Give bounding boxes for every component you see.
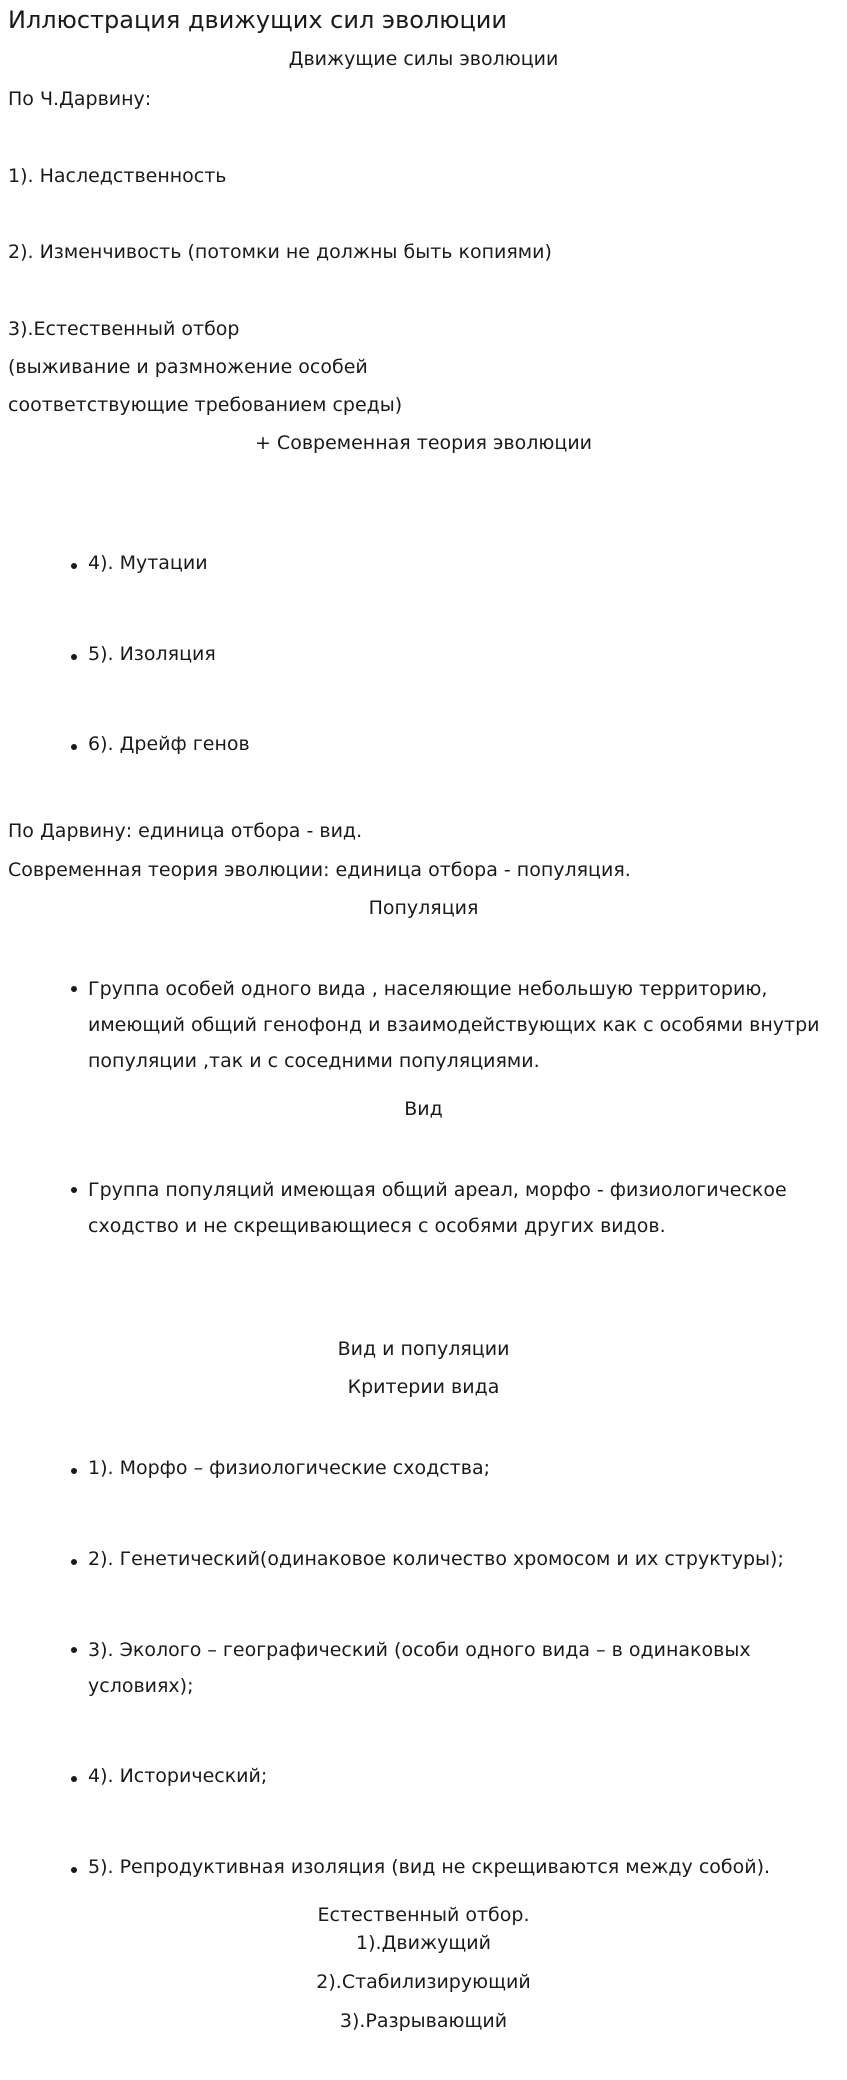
- species-populations-heading: Вид и популяции: [337, 1338, 510, 1360]
- page-title: Иллюстрация движущих сил эволюции: [8, 6, 507, 34]
- section-heading-driving-forces: Движущие силы эволюции: [288, 48, 559, 70]
- selection-type-driving: 1).Движущий: [356, 1932, 491, 1954]
- darwin-item-selection-note-2: соответствующие требованием среды): [8, 394, 403, 416]
- list-item-isolation: 5). Изоляция: [88, 643, 216, 665]
- darwin-item-selection-note-1: (выживание и размножение особей: [8, 356, 368, 378]
- darwin-item-selection: 3).Естественный отбор: [8, 318, 240, 340]
- population-heading: Популяция: [368, 897, 479, 919]
- species-heading: Вид: [404, 1098, 443, 1120]
- natural-selection-heading: Естественный отбор.: [317, 1904, 530, 1926]
- population-definition: Группа особей одного вида , населяющие небольшую территорию, имеющий общий генофонд и взаимодействующих как с особями внутри популяции ,так и с соседними популяциями.: [88, 971, 828, 1079]
- darwin-item-variability: 2). Изменчивость (потомки не должны быть копиями): [8, 241, 552, 263]
- criteria-item-morpho: 1). Морфо – физиологические сходства;: [88, 1457, 490, 1479]
- species-criteria-heading: Критерии вида: [347, 1376, 500, 1398]
- darwin-item-heredity: 1). Наследственность: [8, 165, 227, 187]
- selection-type-disruptive: 3).Разрывающий: [339, 2010, 508, 2032]
- criteria-item-genetic: 2). Генетический(одинаковое количество хромосом и их структуры);: [88, 1548, 784, 1570]
- list-item-mutations: 4). Мутации: [88, 552, 208, 574]
- species-definition: Группа популяций имеющая общий ареал, морфо - физиологическое сходство и не скрещивающиеся с особями других видов.: [88, 1172, 828, 1244]
- selection-type-stabilizing: 2).Стабилизирующий: [316, 1971, 531, 1993]
- criteria-item-reproductive: 5). Репродуктивная изоляция (вид не скрещиваются между собой).: [88, 1856, 771, 1878]
- criteria-item-historical: 4). Исторический;: [88, 1765, 268, 1787]
- darwin-selection-unit: По Дарвину: единица отбора - вид.: [8, 820, 363, 842]
- criteria-item-eco-geo: 3). Эколого – географический (особи одного вида – в одинаковых условиях);: [88, 1632, 828, 1704]
- darwin-intro: По Ч.Дарвину:: [8, 88, 152, 110]
- list-item-gene-drift: 6). Дрейф генов: [88, 733, 250, 755]
- modern-theory-heading: + Современная теория эволюции: [254, 432, 593, 454]
- modern-selection-unit: Современная теория эволюции: единица отбора - популяция.: [8, 859, 631, 881]
